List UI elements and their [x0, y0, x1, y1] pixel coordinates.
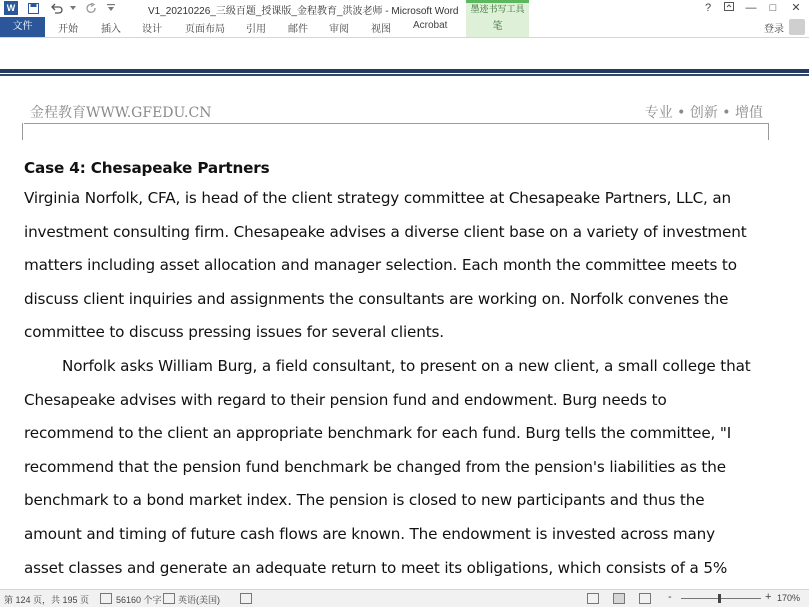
case-title: Case 4: Chesapeake Partners: [24, 159, 270, 177]
page-count[interactable]: 第 124 页，共 195 页: [4, 595, 90, 605]
close-button[interactable]: ✕: [791, 2, 801, 14]
language[interactable]: 英语(美国): [178, 595, 220, 605]
tab-acrobat[interactable]: Acrobat: [413, 20, 448, 31]
paragraph-line: Chesapeake advises with regard to their pension fund and endowment. Burg needs to: [24, 390, 667, 409]
undo-dropdown-icon[interactable]: [66, 1, 80, 15]
tab-review[interactable]: 审阅: [329, 24, 349, 35]
margin-corner-right: [768, 123, 769, 140]
proofing-icon[interactable]: [100, 593, 112, 604]
header-divider: [24, 123, 768, 124]
tab-home[interactable]: 开始: [58, 24, 78, 35]
ink-tools-context-label: 墨迹书写工具: [466, 0, 529, 17]
paragraph-line: committee to discuss pressing issues for several clients.: [24, 323, 444, 342]
paragraph-line: Virginia Norfolk, CFA, is head of the client strategy committee at Chesapeake Partners, LLC, an: [24, 189, 732, 207]
paragraph-line: matters including asset allocation and manager selection. Each month the committee meets to: [24, 256, 737, 275]
web-layout-icon[interactable]: [639, 593, 651, 604]
word-count[interactable]: 56160 个字: [116, 595, 162, 605]
document-title: V1_20210226_三级百题_授课版_金程教育_洪波老师 - Microsoft Word: [148, 6, 459, 17]
print-layout-icon[interactable]: [613, 593, 625, 604]
tab-page-layout[interactable]: 页面布局: [185, 24, 225, 35]
tab-file[interactable]: 文件: [0, 17, 45, 37]
paragraph-line: investment consulting firm. Chesapeake advises a diverse client base on a variety of investment: [24, 222, 747, 241]
macro-recording-icon[interactable]: [240, 593, 252, 604]
status-bar: [0, 589, 809, 607]
document-page[interactable]: [0, 76, 809, 589]
title-bar: [0, 0, 809, 17]
paragraph-line: Norfolk asks William Burg, a field consultant, to present on a new client, a small college that: [62, 356, 751, 375]
minimize-button[interactable]: —: [745, 2, 757, 14]
ribbon-tabs: [0, 17, 809, 38]
paragraph-line: recommend that the pension fund benchmark be changed from the pension's liabilities as the: [24, 457, 726, 476]
sign-in-link[interactable]: 登录: [764, 24, 784, 35]
read-mode-icon[interactable]: [587, 593, 599, 604]
paragraph-line: benchmark to a bond market index. The pension is closed to new participants and thus the: [24, 491, 705, 510]
ribbon-collapsed-area: [0, 38, 809, 70]
zoom-slider-thumb[interactable]: [718, 594, 721, 603]
paragraph-line: asset classes and generate an adequate return to meet its obligations, which consists of a 5%: [24, 558, 728, 577]
document-body[interactable]: [24, 158, 784, 585]
paragraph-line: amount and timing of future cash flows are known. The endowment is invested across many: [24, 524, 715, 543]
zoom-out-button[interactable]: -: [668, 591, 672, 603]
restore-button[interactable]: □: [769, 2, 777, 14]
help-button[interactable]: ?: [704, 2, 712, 14]
page-header-left: 金程教育WWW.GFEDU.CN: [30, 105, 212, 121]
tab-mailings[interactable]: 邮件: [288, 24, 308, 35]
zoom-slider-track[interactable]: [681, 598, 761, 599]
paragraph-line: discuss client inquiries and assignments the consultants are working on. Norfolk convenes the: [24, 289, 729, 308]
word-app-icon[interactable]: W: [4, 1, 18, 15]
user-avatar[interactable]: [789, 19, 805, 35]
track-changes-icon[interactable]: [163, 593, 175, 604]
paragraph-line: recommend to the client an appropriate benchmark for each fund. Burg tells the committee, "I: [24, 424, 732, 443]
redo-icon[interactable]: [84, 1, 98, 15]
tab-pen[interactable]: 笔: [466, 17, 529, 37]
save-icon[interactable]: [26, 1, 40, 15]
ribbon-display-options-icon[interactable]: [722, 1, 736, 15]
undo-icon[interactable]: [50, 1, 64, 15]
tab-references[interactable]: 引用: [246, 24, 266, 35]
zoom-in-button[interactable]: +: [765, 591, 772, 603]
tab-view[interactable]: 视图: [371, 24, 391, 35]
customize-toolbar-icon[interactable]: [104, 1, 118, 15]
document-top-rule: [0, 69, 809, 73]
tab-design[interactable]: 设计: [142, 24, 162, 35]
zoom-level[interactable]: 170%: [777, 593, 801, 603]
page-header-right: 专业 • 创新 • 增值: [644, 105, 763, 121]
tab-insert[interactable]: 插入: [101, 24, 121, 35]
margin-corner-left: [22, 123, 23, 140]
